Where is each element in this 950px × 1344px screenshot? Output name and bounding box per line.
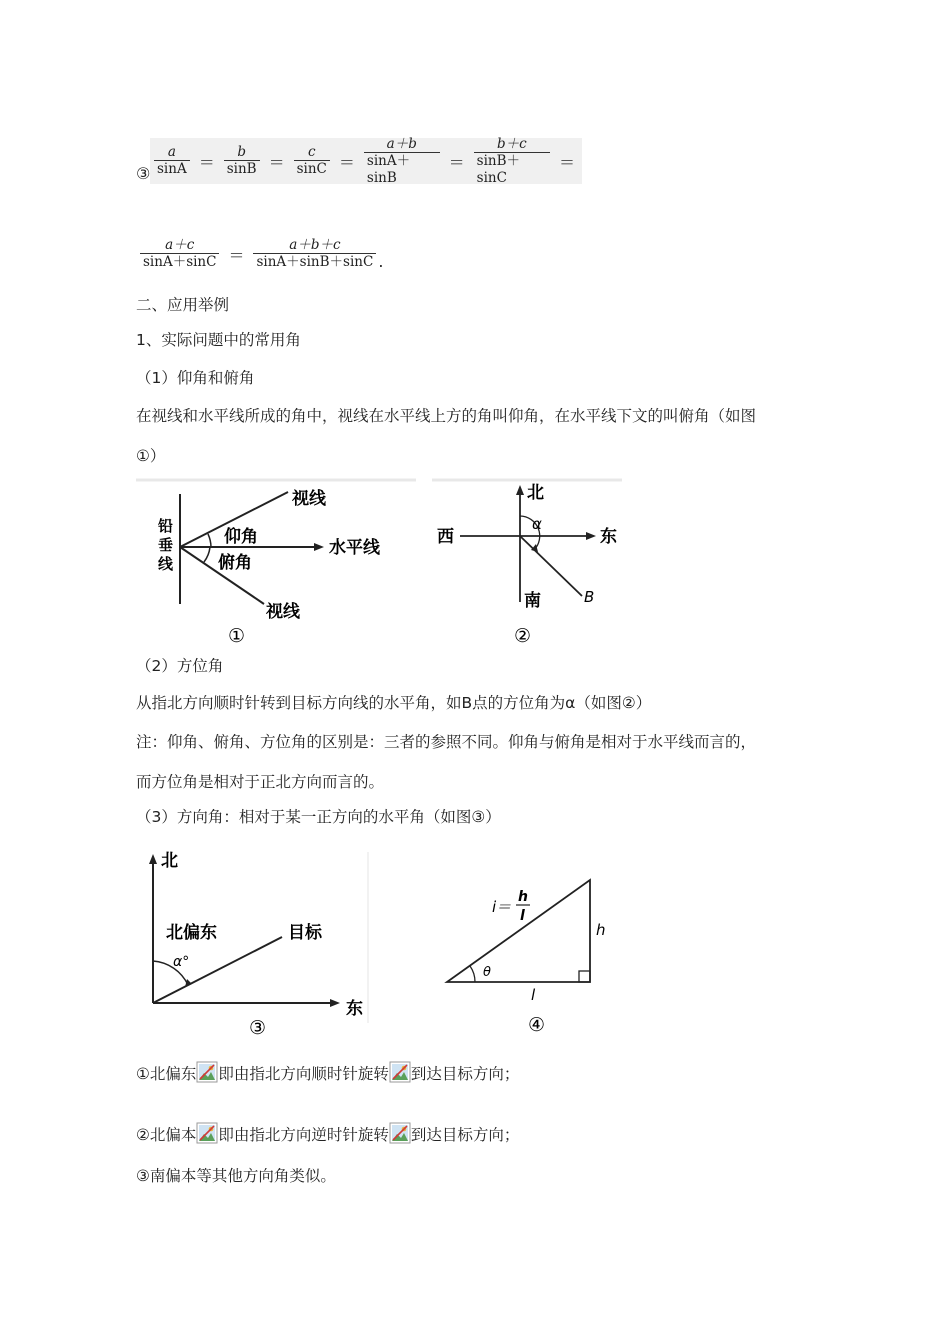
bullet-2-part-b: 即由指北方向逆时针旋转 xyxy=(218,1126,389,1144)
label-h: h xyxy=(596,921,606,939)
bullet-north-east xyxy=(136,1061,519,1084)
label-east: 东 xyxy=(600,527,617,547)
image-placeholder-icon xyxy=(196,1061,218,1083)
caption-fig-4: ④ xyxy=(528,1014,546,1036)
fraction-denominator: sinA＋sinB xyxy=(366,152,411,186)
image-placeholder-icon xyxy=(389,1122,411,1144)
fraction xyxy=(364,136,440,187)
label-target: 目标 xyxy=(288,923,322,943)
label-depression: 俯角 xyxy=(218,553,252,573)
fraction-denominator: sinA＋sinC xyxy=(143,254,217,270)
label-west: 西 xyxy=(437,527,454,547)
bullet-1-part-c: 到达目标方向； xyxy=(410,1065,520,1083)
label-plumb-2: 垂 xyxy=(158,536,174,554)
figure-elevation-depression xyxy=(136,474,416,649)
fraction-numerator: c xyxy=(307,144,316,160)
sub-heading-azimuth: （2）方位角 xyxy=(136,657,224,675)
note-line-1: 注：仰角、俯角、方位角的区别是：三者的参照不同。仰角与俯角是相对于水平线而言的， xyxy=(136,733,757,751)
label-sight-bottom: 视线 xyxy=(266,602,300,622)
caption-fig-2: ② xyxy=(514,625,532,647)
label-elevation: 仰角 xyxy=(224,527,258,547)
label-alpha: α xyxy=(532,515,542,533)
fraction-denominator: sinA xyxy=(157,161,187,177)
section-heading: 二、应用举例 xyxy=(136,296,230,314)
label-plumb-3: 线 xyxy=(158,555,174,573)
fraction-numerator: a＋b xyxy=(386,135,417,152)
equals-sign: ＝ xyxy=(228,245,245,265)
fraction xyxy=(253,237,376,271)
paragraph-elevation-1: 在视线和水平线所成的角中，视线在水平线上方的角叫仰角，在水平线下文的叫俯角（如图 xyxy=(136,407,757,425)
paragraph-azimuth: 从指北方向顺时针转到目标方向线的水平角，如B点的方位角为α（如图②） xyxy=(136,694,652,712)
note-line-2: 而方位角是相对于正北方向而言的。 xyxy=(136,773,385,791)
label-l: l xyxy=(531,986,536,1004)
fraction xyxy=(294,144,330,178)
label-i: i＝ xyxy=(492,898,512,916)
fraction xyxy=(154,144,190,178)
fraction-denominator: sinB＋sinC xyxy=(476,152,521,186)
label-l-den: l xyxy=(520,908,525,924)
sub-heading-elevation: （1）仰角和俯角 xyxy=(136,369,255,387)
label-south: 南 xyxy=(524,591,541,611)
label-point-b: B xyxy=(584,588,595,606)
equals-sign: ＝ xyxy=(448,152,465,172)
image-placeholder-icon xyxy=(196,1122,218,1144)
fraction xyxy=(474,136,550,187)
label-east-3: 东 xyxy=(346,999,363,1019)
label-h-num: h xyxy=(518,889,528,905)
fraction-numerator: a＋b＋c xyxy=(289,237,341,253)
label-north-3: 北 xyxy=(161,851,178,871)
label-alpha-degree: α° xyxy=(173,954,190,970)
bullet-1-part-a: ①北偏东 xyxy=(136,1065,197,1083)
item-heading-1: 1、实际问题中的常用角 xyxy=(136,331,301,349)
equals-sign: ＝ xyxy=(558,152,575,172)
label-north: 北 xyxy=(527,483,544,503)
label-plumb-1: 铅 xyxy=(158,517,174,535)
paragraph-elevation-2: ①） xyxy=(136,447,166,465)
label-north-east: 北偏东 xyxy=(166,923,217,943)
formula-end-mark: . xyxy=(378,252,384,271)
fraction-numerator: a xyxy=(167,144,176,160)
formula-row-2 xyxy=(138,231,383,277)
fraction-denominator: sinA＋sinB＋sinC xyxy=(256,254,374,270)
figure-slope xyxy=(440,865,620,1045)
fraction-numerator: b＋c xyxy=(496,135,527,152)
formula-row-1 xyxy=(150,135,582,186)
fraction-denominator: sinC xyxy=(296,161,327,177)
image-placeholder-icon xyxy=(389,1061,411,1083)
bullet-2-part-a: ②北偏本 xyxy=(136,1126,197,1144)
figure-azimuth xyxy=(432,474,632,649)
caption-fig-3: ③ xyxy=(249,1017,267,1039)
equals-sign: ＝ xyxy=(198,152,215,172)
bullet-north-west xyxy=(136,1122,519,1145)
fraction-numerator: a＋c xyxy=(165,237,195,253)
label-horizontal: 水平线 xyxy=(329,538,380,558)
figure-direction-angle xyxy=(136,848,376,1043)
bullet-south-other: ③南偏本等其他方向角类似。 xyxy=(136,1167,336,1185)
caption-fig-1: ① xyxy=(228,625,246,647)
equals-sign: ＝ xyxy=(338,152,355,172)
sub-heading-direction: （3）方向角：相对于某一正方向的水平角（如图③） xyxy=(136,808,501,826)
fraction-denominator: sinB xyxy=(226,161,257,177)
fraction xyxy=(224,144,260,178)
bullet-1-part-b: 即由指北方向顺时针旋转 xyxy=(218,1065,389,1083)
equals-sign: ＝ xyxy=(268,152,285,172)
label-sight-top: 视线 xyxy=(292,489,326,509)
label-theta: θ xyxy=(483,965,491,980)
fraction xyxy=(140,237,219,271)
formula-marker: ③ xyxy=(136,164,151,183)
bullet-2-part-c: 到达目标方向； xyxy=(410,1126,520,1144)
fraction-numerator: b xyxy=(237,144,246,160)
